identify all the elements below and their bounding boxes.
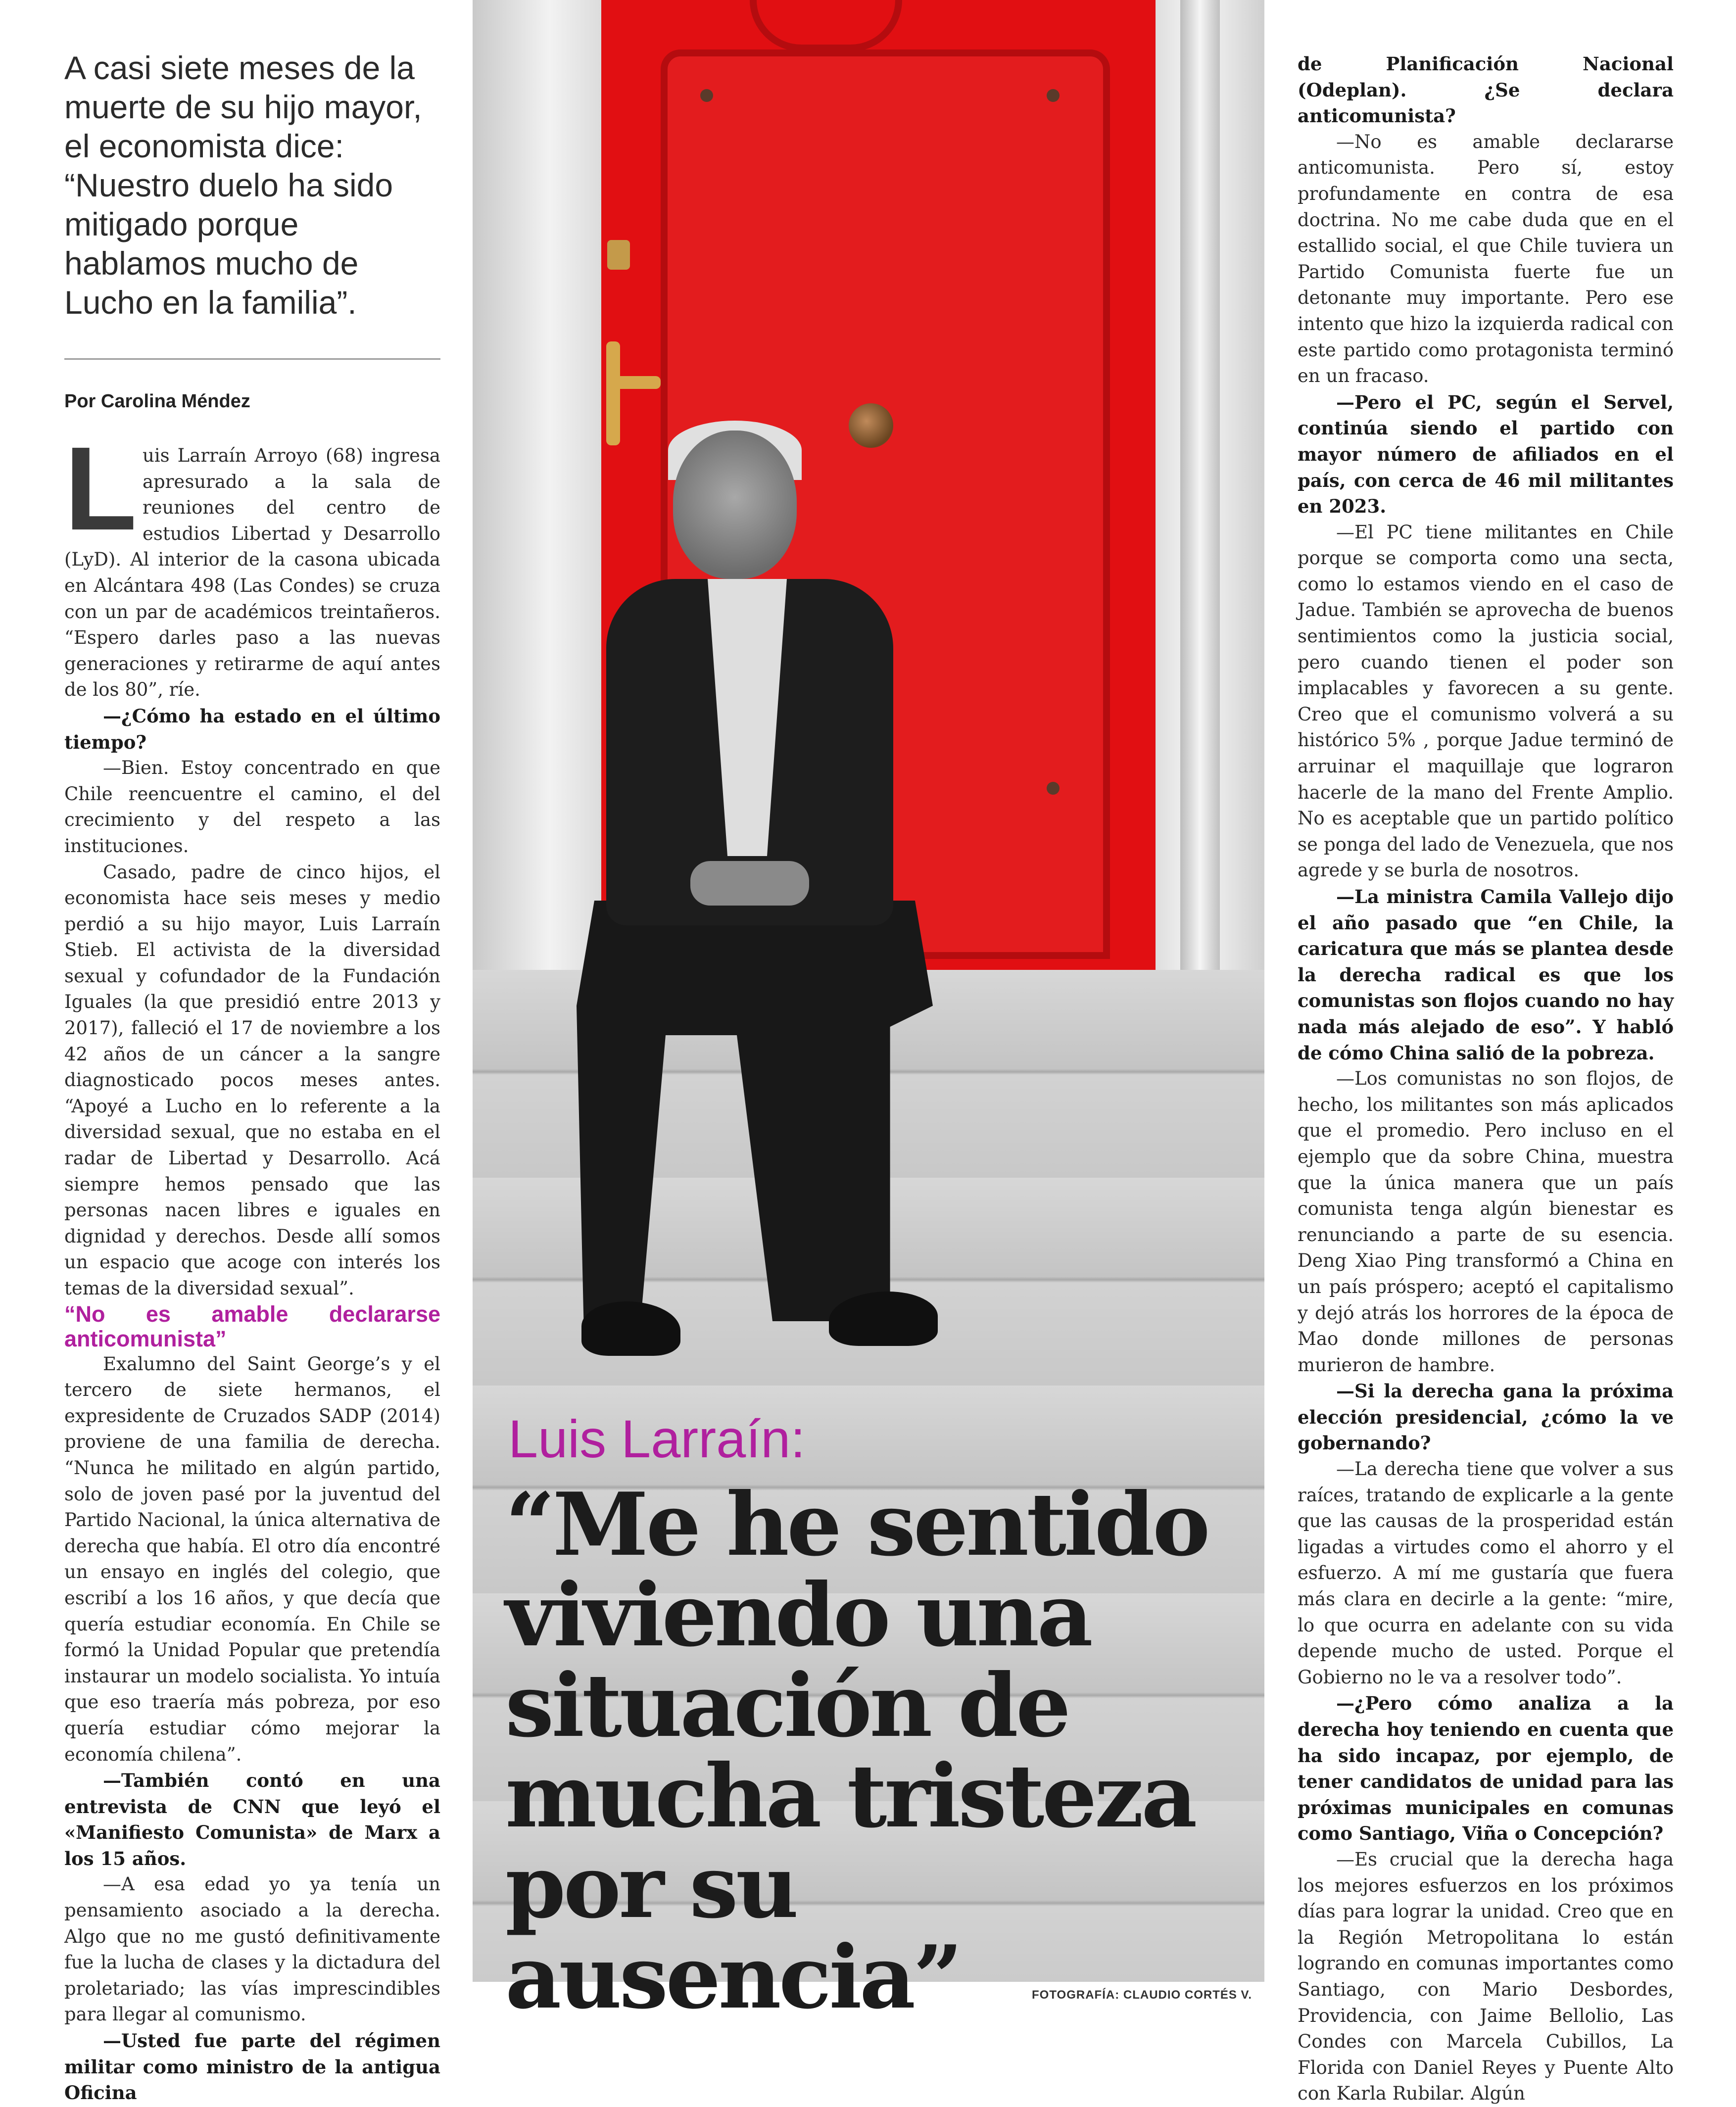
door-handle <box>606 341 620 445</box>
pillar <box>1180 0 1220 980</box>
headline-line: por su ausencia” <box>505 1836 961 2028</box>
deck-line: A casi siete meses de la <box>64 49 415 86</box>
article-body-right <box>1298 51 1674 2107</box>
dropcap: L <box>64 422 137 555</box>
headline <box>505 1474 1248 2028</box>
question: —Pero el PC, según el Servel, continúa siendo el partido con mayor número de afiliados en el país, con cerca de 46 mil militantes en 2023. <box>1298 391 1674 518</box>
face <box>673 431 797 579</box>
question: —Usted fue parte del régimen militar como ministro de la antigua Oficina <box>64 2030 440 2104</box>
deck <box>64 48 440 322</box>
answer: —Es crucial que la derecha haga los mejores esfuerzos en los próximos días para lograr la unidad. Creo que en la Región Metropolitana lo están logrando en comunas importantes como Santiago, con Mario Desbordes, Providencia, con Jaime Bellolio, Las Condes con Marcela Cubillos, La Florida con Daniel Reyes y Puente Alto con Karla Rubilar. Algún <box>1298 1848 1674 2105</box>
deck-line: el economista dice: <box>64 128 344 164</box>
door-handle <box>606 376 661 389</box>
question: —¿Pero cómo analiza a la derecha hoy teniendo en cuenta que ha sido incapaz, por ejemplo, de tener candidatos de unidad para las próximas municipales en comunas como Santiago, Viña o Concepción? <box>1298 1692 1674 1845</box>
question: de Planificación Nacional (Odeplan). ¿Se declara anticomunista? <box>1298 53 1674 127</box>
question: —La ministra Camila Vallejo dijo el año pasado que “en Chile, la caricatura que más se plantea desde la derecha radical es que los comunistas son flojos cuando no hay nada más alejado de eso”. Y habló de cómo China salió de la pobreza. <box>1298 886 1674 1064</box>
deck-line: muerte de su hijo mayor, <box>64 89 422 125</box>
door-panel-arch <box>750 0 902 51</box>
door-stud <box>1047 782 1060 795</box>
headline-line: viviendo una <box>505 1565 1091 1666</box>
answer: —A esa edad yo ya tenía un pensamiento asociado a la derecha. Algo que no me gustó definitivamente fue la lucha de clases y la dictadura del proletariado; las vías imprescindibles para llegar al comunismo. <box>64 1873 440 2025</box>
shoe <box>581 1301 680 1356</box>
question: —Si la derecha gana la próxima elección presidencial, ¿cómo la ve gobernando? <box>1298 1380 1674 1454</box>
kicker: Luis Larraín: <box>508 1409 806 1469</box>
headline-line: “Me he sentido <box>505 1474 1208 1576</box>
question: —También contó en una entrevista de CNN que leyó el «Manifiesto Comunista» de Marx a los 15 años. <box>64 1770 440 1869</box>
paragraph: L uis Larraín Arroyo (68) ingresa apresurado a la sala de reuniones del centro de estudios Libertad y Desarrollo (LyD). Al interior de la casona ubicada en Alcántara 498 (Las Condes) se cruza con un par de académicos treintañeros. “Espero darles paso a las nuevas generaciones y retirarme de aquí antes de los 80”, ríe. <box>64 422 440 701</box>
headline-line: situación de <box>505 1655 1069 1757</box>
subheading: “No es amable declararse anticomunista” <box>64 1301 440 1351</box>
lock-icon <box>607 240 630 270</box>
answer: —Bien. Estoy concentrado en que Chile reencuentre el camino, el del crecimiento y del respeto a las instituciones. <box>64 757 440 857</box>
hands <box>690 861 809 906</box>
answer: —La derecha tiene que volver a sus raíces, tratando de explicarle a la gente que las causas de la prosperidad están ligadas a virtudes como el ahorro y el esfuerzo. A mí me gustaría que fuera más clara en decirle a la gente: “mire, lo que ocurra en adelante con su vida depende mucho de usted. Porque el Gobierno no le va a resolver todo”. <box>1298 1458 1674 1688</box>
divider <box>64 358 440 360</box>
deck-line: mitigado porque <box>64 206 299 242</box>
answer: —Los comunistas no son flojos, de hecho, los militantes son más aplicados que el promedio. Pero incluso en el ejemplo que da sobre China, muestra que la única manera que un país comunista tenga algún bienestar es renunciando a parte de su esencia. Deng Xiao Ping transformó a China en un país próspero; aceptó el capitalismo y dejó atrás los horrores de la época de Mao donde millones de personas murieron de hambre. <box>1298 1068 1674 1376</box>
headline-line: mucha tristeza <box>505 1746 1195 1847</box>
seated-man <box>567 431 972 1420</box>
deck-line: hablamos mucho de <box>64 245 359 282</box>
deck-line: Lucho en la familia”. <box>64 284 357 321</box>
answer: —El PC tiene militantes en Chile porque se comporta como una secta, como lo estamos viendo en el caso de Jadue. También se aprovecha de buenos sentimientos como la justicia social, pero cuando tienen el poder son implacables y favorecen a su gente. Creo que el comunismo volverá a su histórico 5% , porque Jadue terminó de arruinar el maquillaje que lograron hacerle de la mano del Frente Amplio. No es aceptable que un partido político se ponga del lado de Venezuela, que nos agrede y se burla de nosotros. <box>1298 521 1674 881</box>
byline: Por Carolina Méndez <box>64 391 250 412</box>
answer: —No es amable declararse anticomunista. Pero sí, estoy profundamente en contra de esa doctrina. No me cabe duda que en el estallido social, el que Chile tuviera un Partido Comunista fuerte fue un detonante muy importante. Pero ese intento que hizo la izquierda radical con este partido como protagonista terminó en un fracaso. <box>1298 131 1674 387</box>
question: —¿Cómo ha estado en el último tiempo? <box>64 705 440 753</box>
door-stud <box>1047 89 1060 102</box>
trousers <box>577 901 933 1321</box>
deck-line: “Nuestro duelo ha sido <box>64 167 393 203</box>
door-stud <box>700 89 713 102</box>
paragraph: Exalumno del Saint George’s y el tercero de siete hermanos, el expresidente de Cruzados SADP (2014) proviene de una familia de derecha. “Nunca he militado en algún partido, solo de joven pasé por la juventud del Partido Nacional, la única alternativa de derecha que había. El otro día encontré un ensayo en inglés del colegio, que escribí a los 16 años, y que decía que quería estudiar economía. En Chile se formó la Unidad Popular que pretendía instaurar un modelo socialista. Yo intuía que eso traería más pobreza, por eso quería estudiar cómo mejorar la economía chilena”. <box>64 1353 440 1765</box>
paragraph: Casado, padre de cinco hijos, el economista hace seis meses y medio perdió a su hijo mayor, Luis Larraín Stieb. El activista de la diversidad sexual y cofundador de la Fundación Iguales (la que presidió entre 2013 y 2017), falleció el 17 de noviembre a los 42 años de un cáncer a la sangre diagnosticado pocos meses antes. “Apoyé a Lucho en lo referente a la diversidad sexual, que no estaba en el radar de Libertad y Desarrollo. Acá siempre hemos pensado que las personas nacen libres e iguales en dignidad y derechos. Desde allí somos un espacio que acoge con interés los temas de la diversidad sexual”. <box>64 861 440 1299</box>
article-body-left <box>64 422 440 2106</box>
photo-credit: FOTOGRAFÍA: CLAUDIO CORTÉS V. <box>1032 1988 1253 2002</box>
